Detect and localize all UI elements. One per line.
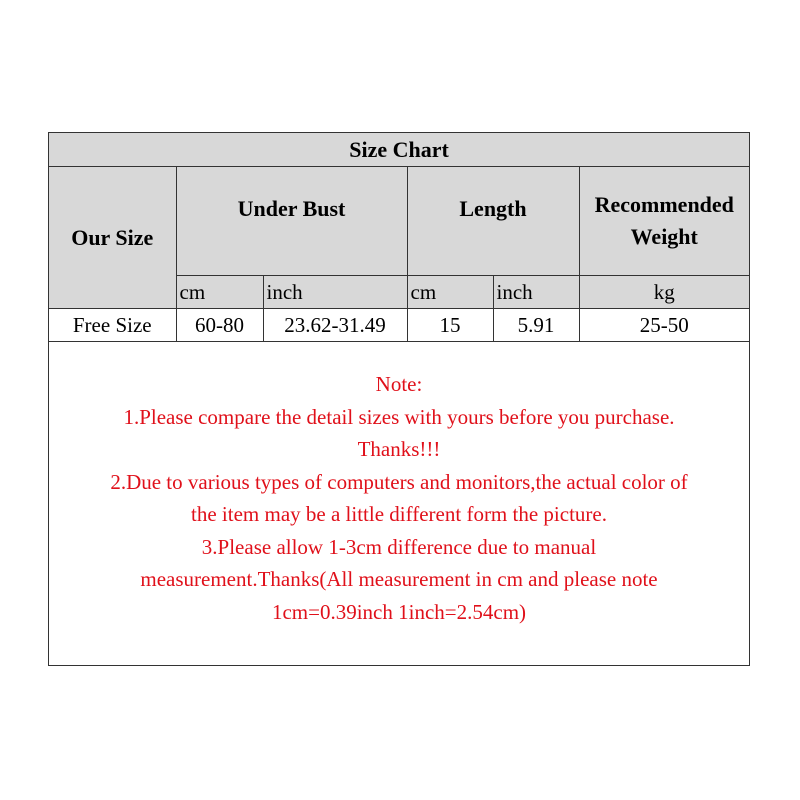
note-line: 3.Please allow 1-3cm difference due to manual <box>201 534 597 559</box>
unit-length-cm: cm <box>407 276 493 309</box>
header-under-bust: Under Bust <box>176 167 407 276</box>
chart-title: Size Chart <box>49 133 749 167</box>
note-line: 1cm=0.39inch 1inch=2.54cm) <box>271 599 527 624</box>
table-row <box>49 309 749 342</box>
cell-under-bust-cm: 60-80 <box>176 309 263 342</box>
title-row <box>49 133 749 167</box>
note-line: 1.Please compare the detail sizes with yours before you purchase. <box>123 404 675 429</box>
size-table <box>49 133 749 342</box>
cell-length-inch: 5.91 <box>493 309 579 342</box>
header-our-size: Our Size <box>49 167 176 309</box>
header-row <box>49 167 749 276</box>
header-recommended-weight: Recommended Weight <box>579 167 749 276</box>
note-line: measurement.Thanks(All measurement in cm and please note <box>140 567 658 591</box>
note-line: Thanks!!! <box>357 437 441 461</box>
note-line: Note: <box>375 372 423 396</box>
cell-length-cm: 15 <box>407 309 493 342</box>
size-chart <box>48 132 750 666</box>
unit-length-inch: inch <box>493 276 579 309</box>
header-length: Length <box>407 167 579 276</box>
note-line: the item may be a little different form the picture. <box>191 502 607 526</box>
cell-under-bust-inch: 23.62-31.49 <box>263 309 407 342</box>
cell-weight: 25-50 <box>579 309 749 342</box>
unit-under-bust-inch: inch <box>263 276 407 309</box>
cell-size: Free Size <box>49 309 176 342</box>
unit-weight: kg <box>579 276 749 309</box>
note-line: 2.Due to various types of computers and monitors,the actual color of <box>110 469 688 494</box>
note-block <box>49 368 749 628</box>
unit-under-bust-cm: cm <box>176 276 263 309</box>
